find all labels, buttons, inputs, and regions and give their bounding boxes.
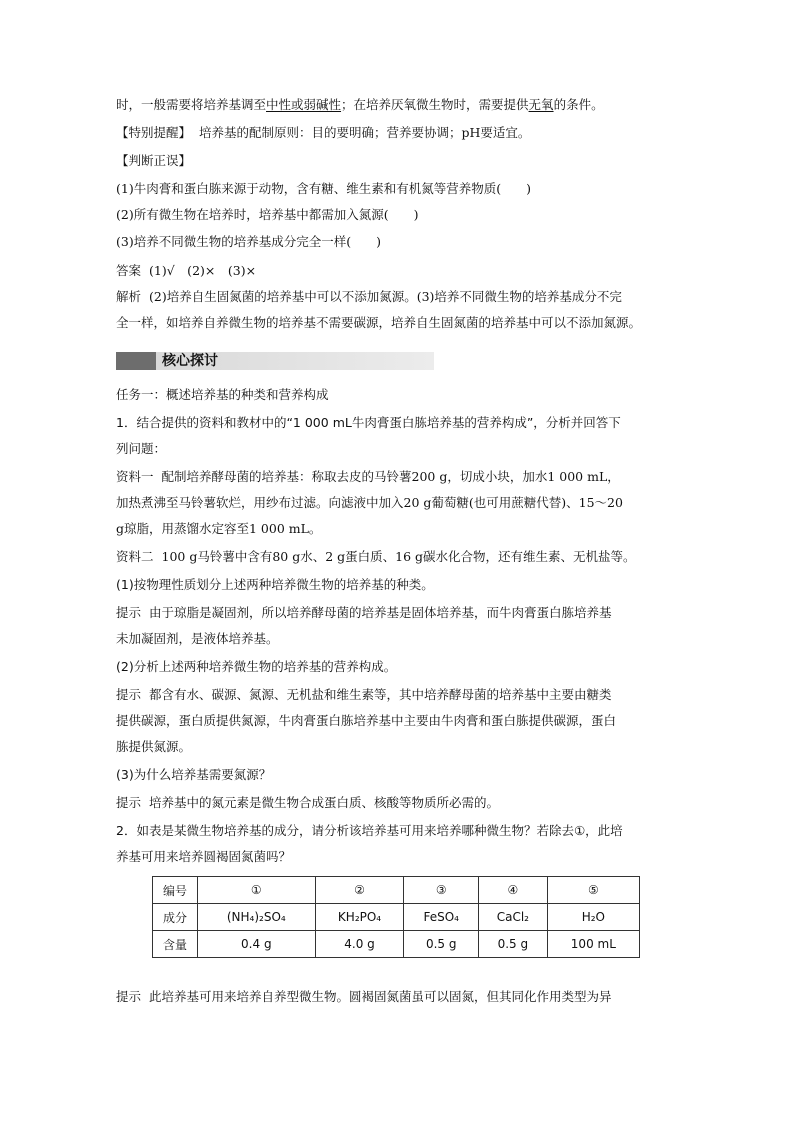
- table-cell: ③: [404, 877, 479, 904]
- hint-3-line-1: [116, 794, 681, 812]
- tip-label: 【特别提醒】: [116, 125, 192, 140]
- table-row: [153, 877, 640, 904]
- table-cell: (NH₄)₂SO₄: [198, 904, 316, 931]
- underlined-term: 中性或弱碱性: [266, 97, 342, 112]
- analysis-label: 解析: [116, 289, 142, 304]
- judge-item-3: (3)培养不同微生物的培养基成分完全一样( ): [116, 234, 381, 249]
- material-2-line-1: [116, 548, 681, 566]
- table-cell: CaCl₂: [479, 904, 548, 931]
- text: ；在培养厌氧微生物时，需要提供: [341, 97, 529, 112]
- table-cell: 0.5 g: [479, 931, 548, 958]
- material-1-text: 配制培养酵母菌的培养基：称取去皮的马铃薯200 g，切成小块，加水1 000 mL，: [161, 469, 620, 484]
- question-1-line-2: 列问题：: [116, 441, 167, 456]
- tip-text: 培养基的配制原则：目的要明确；营养要协调；pH要适宜。: [199, 125, 531, 140]
- nutrient-table: [152, 876, 640, 958]
- hint-text: 此培养基可用来培养自养型微生物。圆褐固氮菌虽可以固氮，但其同化作用类型为异: [149, 989, 612, 1004]
- table-row: [153, 904, 640, 931]
- question-2-line-1: 2．如表是某微生物培养基的成分，请分析该培养基可用来培养哪种微生物？若除去①，此培: [116, 823, 623, 838]
- hint-label: 提示: [116, 989, 142, 1004]
- answer-text: (1)√ (2)× (3)×: [149, 263, 257, 278]
- sub-question-1: (1)按物理性质划分上述两种培养微生物的培养基的种类。: [116, 577, 434, 592]
- material-2-text: 100 g马铃薯中含有80 g水、2 g蛋白质、16 g碳水化合物，还有维生素、无机盐等。: [161, 549, 636, 564]
- table-cell: ①: [198, 877, 316, 904]
- text: 时，一般需要将培养基调至: [116, 97, 267, 112]
- text: 的条件。: [553, 97, 604, 112]
- row-label: 含量: [153, 931, 198, 958]
- analysis-text: (2)培养自生固氮菌的培养基中可以不添加氮源。(3)培养不同微生物的培养基成分不完: [149, 289, 622, 304]
- intro-line: [116, 96, 681, 114]
- answer-line: [116, 262, 681, 280]
- analysis-line-1: [116, 288, 681, 306]
- hint-1-line-1: [116, 604, 681, 622]
- material-1-line-3: g琼脂，用蒸馏水定容至1 000 mL。: [116, 521, 322, 536]
- tip-line: [116, 124, 681, 142]
- table-cell: 100 mL: [547, 931, 639, 958]
- table-cell: FeSO₄: [404, 904, 479, 931]
- analysis-line-2: 全一样，如培养自养微生物的培养基不需要碳源，培养自生固氮菌的培养基中可以不添加氮源。: [116, 315, 642, 330]
- hint-label: 提示: [116, 687, 142, 702]
- hint-text: 培养基中的氮元素是微生物合成蛋白质、核酸等物质所必需的。: [149, 795, 500, 810]
- material-1-label: 资料一: [116, 469, 154, 484]
- hint-1-line-2: 未加凝固剂，是液体培养基。: [116, 631, 279, 646]
- question-1-line-1: 1．结合提供的资料和教材中的“1 000 mL牛肉膏蛋白胨培养基的营养构成”，分析并回答下: [116, 415, 621, 430]
- sub-question-3: (3)为什么培养基需要氮源？: [116, 767, 272, 782]
- hint-4-line-1: [116, 988, 681, 1006]
- hint-2-line-3: 胨提供氮源。: [116, 739, 192, 754]
- answer-label: 答案: [116, 263, 142, 278]
- task-title: 任务一：概述培养基的种类和营养构成: [116, 387, 329, 402]
- sub-question-2: (2)分析上述两种培养微生物的培养基的营养构成。: [116, 659, 397, 674]
- table-cell: ⑤: [547, 877, 639, 904]
- judge-item-1: (1)牛肉膏和蛋白胨来源于动物，含有糖、维生素和有机氮等营养物质( ): [116, 181, 531, 196]
- table-cell: 0.5 g: [404, 931, 479, 958]
- judge-label: 【判断正误】: [116, 153, 192, 168]
- underlined-term: 无氧: [528, 97, 554, 112]
- table-cell: 4.0 g: [315, 931, 404, 958]
- hint-2-line-1: [116, 686, 681, 704]
- hint-text: 都含有水、碳源、氮源、无机盐和维生素等，其中培养酵母菌的培养基中主要由糖类: [149, 687, 612, 702]
- material-1-line-2: 加热煮沸至马铃薯软烂，用纱布过滤。向滤液中加入20 g葡萄糖(也可用蔗糖代替)、15～20: [116, 495, 623, 510]
- hint-text: 由于琼脂是凝固剂，所以培养酵母菌的培养基是固体培养基，而牛肉膏蛋白胨培养基: [149, 605, 612, 620]
- section-title: 核心探讨: [162, 353, 218, 369]
- hint-label: 提示: [116, 795, 142, 810]
- table-cell: KH₂PO₄: [315, 904, 404, 931]
- material-2-label: 资料二: [116, 549, 154, 564]
- hint-label: 提示: [116, 605, 142, 620]
- row-label: 成分: [153, 904, 198, 931]
- judge-item-2: (2)所有微生物在培养时，培养基中都需加入氮源( ): [116, 207, 419, 222]
- table-cell: H₂O: [547, 904, 639, 931]
- material-1-line-1: [116, 468, 681, 486]
- hint-2-line-2: 提供碳源，蛋白质提供氮源，牛肉膏蛋白胨培养基中主要由牛肉膏和蛋白胨提供碳源，蛋白: [116, 713, 617, 728]
- table-row: [153, 931, 640, 958]
- table-cell: 0.4 g: [198, 931, 316, 958]
- table-cell: ②: [315, 877, 404, 904]
- table-cell: ④: [479, 877, 548, 904]
- row-label: 编号: [153, 877, 198, 904]
- question-2-line-2: 养基可用来培养圆褐固氮菌吗？: [116, 849, 292, 864]
